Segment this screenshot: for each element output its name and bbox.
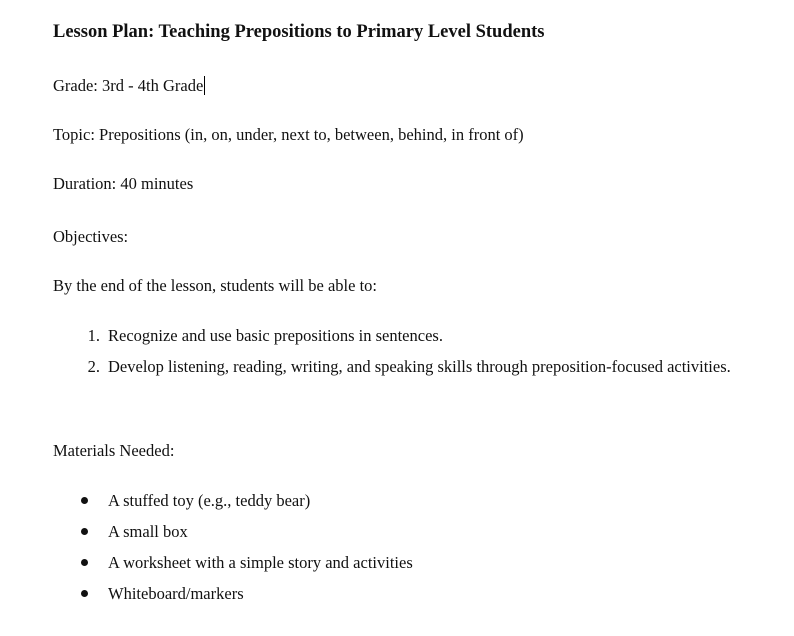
bullet-icon [81, 528, 88, 535]
list-item [53, 516, 753, 547]
list-number: 1. [87, 326, 100, 345]
list-item-text: A stuffed toy (e.g., teddy bear) [108, 491, 311, 510]
list-item-text: Recognize and use basic prepositions in sentences. [108, 326, 443, 345]
materials-heading: Materials Needed: [53, 441, 175, 460]
document-title: Lesson Plan: Teaching Prepositions to Primary Level Students [53, 22, 545, 42]
list-item [53, 320, 753, 351]
topic-line: Topic: Prepositions (in, on, under, next to, between, behind, in front of) [53, 125, 524, 144]
list-item-text: Whiteboard/markers [108, 584, 244, 603]
materials-list [53, 485, 753, 609]
list-item [53, 578, 753, 609]
text-cursor [204, 76, 205, 95]
grade-line[interactable] [53, 75, 205, 97]
objectives-list [53, 320, 753, 382]
objectives-intro: By the end of the lesson, students will be able to: [53, 276, 377, 295]
duration-line: Duration: 40 minutes [53, 174, 194, 193]
list-item [53, 485, 753, 516]
list-item [53, 547, 753, 578]
bullet-icon [81, 497, 88, 504]
bullet-icon [81, 590, 88, 597]
list-item-text: Develop listening, reading, writing, and speaking skills through preposition-focused activities. [108, 357, 731, 376]
bullet-icon [81, 559, 88, 566]
list-item [53, 351, 753, 382]
objectives-heading: Objectives: [53, 227, 129, 246]
list-item-text: A small box [108, 522, 188, 541]
grade-text: Grade: 3rd - 4th Grade [53, 76, 204, 95]
list-item-text: A worksheet with a simple story and activities [108, 553, 413, 572]
list-number: 2. [87, 357, 100, 376]
